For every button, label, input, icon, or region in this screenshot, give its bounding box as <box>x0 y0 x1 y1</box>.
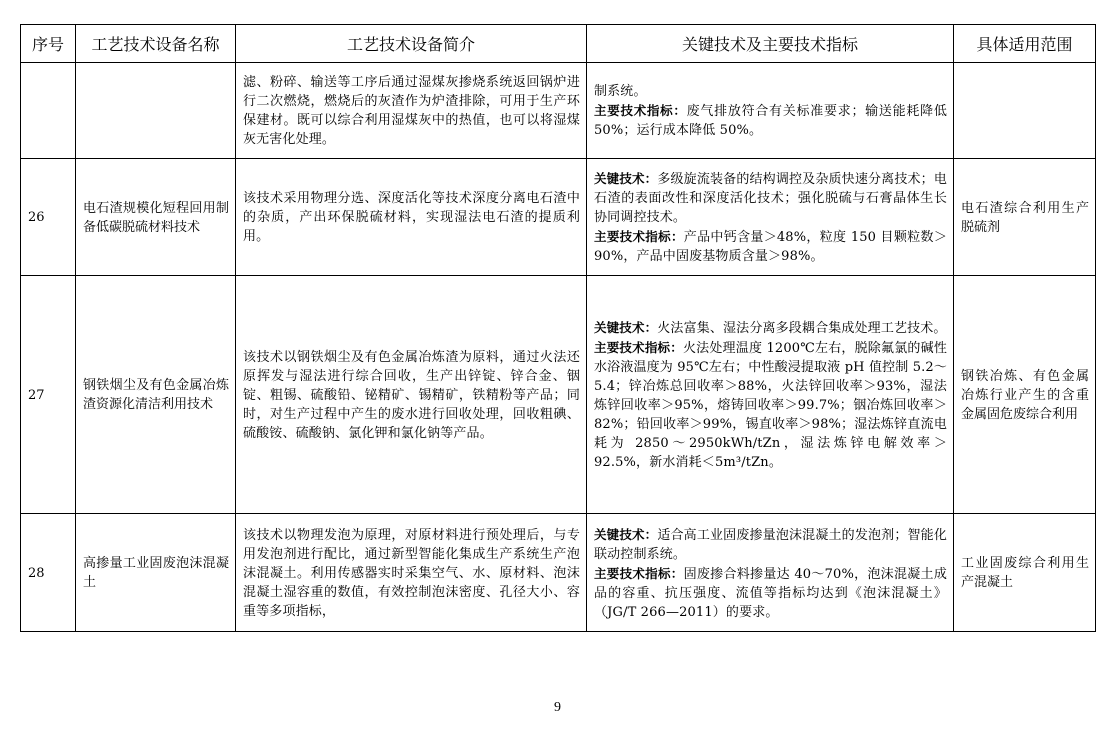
row-equipment-intro: 该技术以钢铁烟尘及有色金属冶炼渣为原料，通过火法还原挥发与湿法进行综合回收，生产出锌锭、锌合金、铟锭、粗锡、硫酸铅、铋精矿、锡精矿，铁精粉等产品；同时，对生产过程中产生的废水进行回收处理，回收粗碘、硫酸铵、硫酸钠、氯化钾和氯化钠等产品。 <box>236 276 587 514</box>
row-equipment-name: 电石渣规模化短程回用制备低碳脱硫材料技术 <box>76 159 236 276</box>
row-serial-number: 26 <box>21 159 76 276</box>
header-equipment-intro: 工艺技术设备简介 <box>236 25 587 63</box>
header-application-scope: 具体适用范围 <box>954 25 1096 63</box>
row-key-technology <box>587 159 954 276</box>
table-row <box>21 63 1096 159</box>
header-key-technology: 关键技术及主要技术指标 <box>587 25 954 63</box>
row-equipment-intro: 该技术采用物理分选、深度活化等技术深度分离电石渣中的杂质，产出环保脱硫材料，实现湿法电石渣的提质利用。 <box>236 159 587 276</box>
key-technology-text: 适合高工业固废掺量泡沫混凝土的发泡剂；智能化联动控制系统。 <box>594 527 947 562</box>
key-continuation-text: 制系统。 <box>594 84 647 99</box>
row-equipment-name: 高掺量工业固废泡沫混凝土 <box>76 514 236 632</box>
key-technology-label: 关键技术： <box>594 320 658 335</box>
key-technology-label: 关键技术： <box>594 526 658 542</box>
indicator-text: 废气排放符合有关标准要求；输送能耗降低 50%；运行成本降低 50%。 <box>594 104 947 138</box>
key-technology-text: 多级旋流装备的结构调控及杂质快速分离技术；电石渣的表面改性和深度活化技术；强化脱硫与石膏晶体生长协同调控技术。 <box>594 172 947 225</box>
table-header-row <box>21 25 1096 63</box>
indicator-label: 主要技术指标： <box>594 229 684 244</box>
row-serial-number: 27 <box>21 276 76 514</box>
row-serial-number <box>21 63 76 159</box>
row-key-technology <box>587 514 954 632</box>
table-row <box>21 514 1096 632</box>
row-equipment-name: 钢铁烟尘及有色金属冶炼渣资源化清洁利用技术 <box>76 276 236 514</box>
indicator-label: 主要技术指标： <box>594 103 687 118</box>
header-equipment-name: 工艺技术设备名称 <box>76 25 236 63</box>
row-application-scope <box>954 63 1096 159</box>
indicator-text: 固废掺合料掺量达 40～70%，泡沫混凝土成品的容重、抗压强度、流值等指标均达到《泡沫混凝土》（JG/T 266—2011）的要求。 <box>594 566 947 620</box>
page-number: 9 <box>554 700 561 715</box>
row-serial-number: 28 <box>21 514 76 632</box>
header-serial-number: 序号 <box>21 25 76 63</box>
row-equipment-intro: 滤、粉碎、输送等工序后通过湿煤灰掺烧系统返回锅炉进行二次燃烧，燃烧后的灰渣作为炉渣排除，可用于生产环保建材。既可以综合利用湿煤灰中的热值，也可以将湿煤灰无害化处理。 <box>236 63 587 159</box>
technology-table <box>20 24 1096 632</box>
row-equipment-name <box>76 63 236 159</box>
row-application-scope: 电石渣综合利用生产脱硫剂 <box>954 159 1096 276</box>
row-application-scope: 钢铁冶炼、有色金属冶炼行业产生的含重金属固危废综合利用 <box>954 276 1096 514</box>
indicator-text: 火法处理温度 1200℃左右，脱除氟氯的碱性水浴液温度为 95℃左右；中性酸浸提取液 pH 值控制 5.2～5.4；锌冶炼总回收率＞88%，火法锌回收率＞93%，湿法炼锌回收率＞95%，熔铸回收率＞99.7%；铟冶炼回收率＞82%；铅回收率＞99%，锡直收率＞98%；湿法炼锌直流电耗为 2850～2950kWh/tZn，湿法炼锌电解效率＞92.5%，新水消耗＜5m³/tZn。 <box>594 341 947 470</box>
table-row <box>21 276 1096 514</box>
row-application-scope: 工业固废综合利用生产混凝土 <box>954 514 1096 632</box>
key-technology-label: 关键技术： <box>594 171 658 186</box>
row-key-technology <box>587 63 954 159</box>
indicator-label: 主要技术指标： <box>594 565 684 581</box>
row-equipment-intro: 该技术以物理发泡为原理，对原材料进行预处理后，与专用发泡剂进行配比，通过新型智能化集成生产系统生产泡沫混凝土。利用传感器实时采集空气、水、原材料、泡沫混凝土湿容重的数值，有效控制泡沫密度、孔径大小、容重等多项指标， <box>236 514 587 632</box>
row-key-technology <box>587 276 954 514</box>
key-technology-text: 火法富集、湿法分离多段耦合集成处理工艺技术。 <box>657 321 947 336</box>
table-row <box>21 159 1096 276</box>
indicator-text: 产品中钙含量＞48%，粒度 150 目颗粒数＞90%，产品中固废基物质含量＞98%。 <box>594 230 947 264</box>
indicator-label: 主要技术指标： <box>594 340 683 355</box>
